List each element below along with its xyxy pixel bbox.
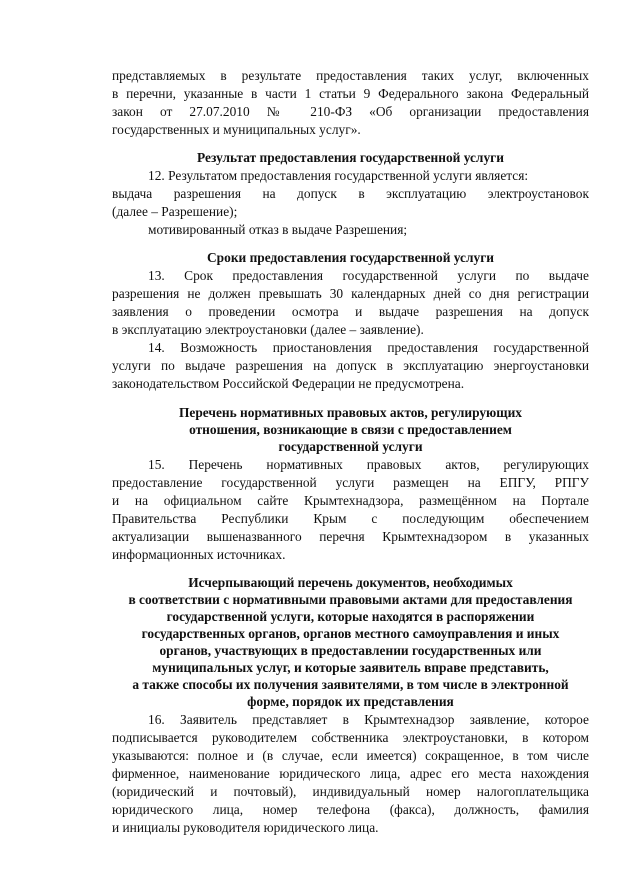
section-heading-line: муниципальных услуг, и которые заявитель вправе представить, xyxy=(152,660,549,675)
body-text-line: (далее – Разрешение); xyxy=(112,204,238,219)
body-text-line: услуги по выдаче разрешения на допуск в эксплуатацию энергоустановки xyxy=(112,358,589,373)
body-text-line: предоставление государственной услуги размещен на ЕПГУ, РПГУ xyxy=(112,475,589,490)
body-text-line: (юридический и почтовый), индивидуальный номер налогоплательщика xyxy=(112,784,589,799)
body-text-line: 16. Заявитель представляет в Крымтехнадзор заявление, которое xyxy=(148,712,589,727)
body-text-line: в перечни, указанные в части 1 статьи 9 Федерального закона Федеральный xyxy=(112,86,589,101)
body-text-line: фирменное, наименование юридического лица, адрес его места нахождения xyxy=(112,766,589,781)
body-text-line: 15. Перечень нормативных правовых актов, регулирующих xyxy=(148,457,589,472)
section-heading-line: Исчерпывающий перечень документов, необходимых xyxy=(188,575,513,590)
section-heading-line: государственной услуги xyxy=(278,439,423,454)
body-text-line: 12. Результатом предоставления государственной услуги является: xyxy=(148,168,529,183)
section-heading-line: отношения, возникающие в связи с предоставлением xyxy=(189,422,512,437)
body-text-line: закон от 27.07.2010 № 210-ФЗ «Об организации предоставления xyxy=(112,104,589,119)
section-heading-line: Сроки предоставления государственной услуги xyxy=(207,250,494,265)
section-heading-line: Результат предоставления государственной услуги xyxy=(197,150,504,165)
body-text-line: и на официальном сайте Крымтехнадзора, размещённом на Портале xyxy=(112,493,589,508)
body-text-line: законодательством Российской Федерации не предусмотрена. xyxy=(112,376,465,391)
section-heading-line: в соответствии с нормативными правовыми актами для предоставления xyxy=(128,592,573,607)
section-heading-line: Перечень нормативных правовых актов, регулирующих xyxy=(179,405,522,420)
body-text-line: информационных источниках. xyxy=(112,547,286,562)
body-text-line: юридического лица, номер телефона (факса), должность, фамилия xyxy=(112,802,589,817)
body-text-line: подписывается руководителем собственника электроустановки, в котором xyxy=(112,730,589,745)
body-text-line: в эксплуатацию электроустановки (далее – заявление). xyxy=(112,322,424,337)
body-text-line: Правительства Республики Крым с последующим обеспечением xyxy=(112,511,589,526)
body-text-line: мотивированный отказ в выдаче Разрешения; xyxy=(148,222,408,237)
body-text-line: 13. Срок предоставления государственной услуги по выдаче xyxy=(148,268,589,283)
body-text-line: 14. Возможность приостановления предоставления государственной xyxy=(148,340,589,355)
body-text-line: выдача разрешения на допуск в эксплуатацию электроустановок xyxy=(112,186,589,201)
body-text-line: и инициалы руководителя юридического лица. xyxy=(112,820,379,835)
body-text-line: разрешения не должен превышать 30 календарных дней со дня регистрации xyxy=(112,286,589,301)
body-text-line: представляемых в результате предоставления таких услуг, включенных xyxy=(112,68,589,83)
section-heading-line: органов, участвующих в предоставлении государственных или xyxy=(159,643,542,658)
section-heading-line: а также способы их получения заявителями, в том числе в электронной xyxy=(132,677,569,692)
section-heading-line: государственной услуги, которые находятся в распоряжении xyxy=(166,609,535,624)
section-heading-line: форме, порядок их представления xyxy=(247,694,454,709)
body-text-line: указываются: полное и (в случае, если имеется) сокращенное, в том числе xyxy=(112,748,589,763)
body-text-line: государственных и муниципальных услуг». xyxy=(112,122,361,137)
body-text-line: заявления о проведении осмотра и выдаче разрешения на допуск xyxy=(112,304,589,319)
section-heading-line: государственных органов, органов местного самоуправления и иных xyxy=(141,626,560,641)
body-text-line: актуализации вышеназванного перечня Крымтехнадзором в указанных xyxy=(112,529,589,544)
